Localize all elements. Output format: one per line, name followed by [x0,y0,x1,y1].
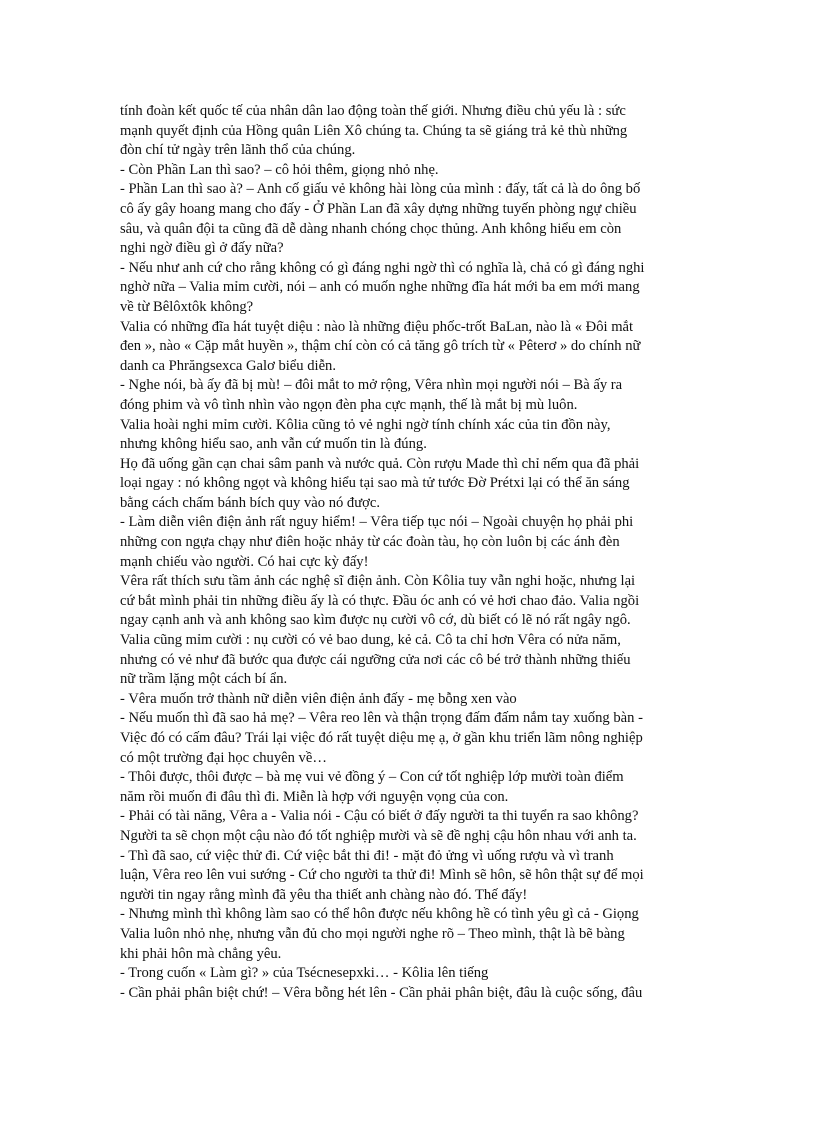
text-line: tính đoàn kết quốc tế của nhân dân lao động toàn thế giới. Nhưng điều chủ yếu là : sức [120,103,626,119]
text-line: Valia hoài nghi mỉm cười. Kôlia cũng tỏ vẻ nghi ngờ tính chính xác của tin đồn này, [120,416,611,433]
text-line: nhưng có vẻ như đã bước qua được cái ngưỡng cửa nơi các cô bé trở thành những thiếu [120,651,631,668]
text-line: - Cần phải phân biệt chứ! – Vêra bỗng hét lên - Cần phải phân biệt, đâu là cuộc sống, đâu [120,984,643,1001]
text-line: danh ca Phrăngsexca Galơ biểu diễn. [120,357,337,374]
text-line: những con ngựa chạy như điên hoặc nhảy từ các đoàn tàu, họ còn luôn bị các ánh đèn [120,534,620,551]
text-line: - Thôi được, thôi được – bà mẹ vui vẻ đồng ý – Con cứ tốt nghiệp lớp mười toàn điểm [120,769,624,786]
text-line: - Vêra muốn trở thành nữ diễn viên điện ảnh đấy - mẹ bỗng xen vào [120,690,517,707]
text-line: khi phải hôn mà chẳng yêu. [120,945,282,962]
text-line: luận, Vêra reo lên vui sướng - Cứ cho người ta thử đi! Mình sẽ hôn, sẽ hôn thật sự để mọi [120,867,644,884]
text-line: Người ta sẽ chọn một cậu nào đó tốt nghiệp mười và sẽ đề nghị cậu hôn nhau với anh ta. [120,827,637,844]
text-line: về từ Bêlôxtôk không? [120,298,254,315]
text-line: - Còn Phần Lan thì sao? – cô hỏi thêm, giọng nhỏ nhẹ. [120,161,439,178]
text-line: ngay cạnh anh và anh không sao kìm được nụ cười vô cớ, dù biết có lẽ nó rất ngây ngô. [120,612,631,629]
text-line: - Nghe nói, bà ấy đã bị mù! – đôi mắt to mở rộng, Vêra nhìn mọi người nói – Bà ấy ra [120,377,623,394]
text-line: đòn chí tử ngày trên lãnh thổ của chúng. [120,142,356,159]
text-line: - Phải có tài năng, Vêra a - Valia nói - Cậu có biết ở đấy người ta thi tuyển ra sao không? [120,808,639,825]
text-line: Việc đó có cấm đâu? Trái lại việc đó rất tuyệt diệu mẹ ạ, ở gần khu triển lãm nông nghiệp [120,730,643,746]
text-line: người tin ngay rằng mình đã yêu tha thiết anh chàng nào đó. Thế đấy! [120,886,528,903]
text-line: - Nếu muốn thì đã sao hả mẹ? – Vêra reo lên và thận trọng đấm đấm nắm tay xuống bàn - [120,710,643,727]
text-line: - Thì đã sao, cứ việc thử đi. Cứ việc bắt thi đi! - mặt đỏ ửng vì uống rượu và vì tranh [120,847,614,864]
text-line: nghi ngờ điều gì ở đấy nữa? [120,240,284,257]
text-line: loại ngay : nó không ngọt và không hiểu tại sao mà tử tước Đờ Prétxi lại có thể ăn sáng [120,475,630,492]
text-line: Valia cũng mỉm cười : nụ cười có vẻ bao dung, kẻ cả. Cô ta chỉ hơn Vêra có nửa năm, [120,632,621,649]
text-line: Valia luôn nhỏ nhẹ, nhưng vẫn đủ cho mọi người nghe rõ – Theo mình, thật là bẽ bàng [120,925,625,942]
text-line: - Phần Lan thì sao à? – Anh cố giấu vẻ không hài lòng của mình : đấy, tất cả là do ông bố [120,181,641,198]
document-text [120,102,700,1003]
text-line: nữ trầm lặng một cách bí ẩn. [120,671,288,688]
text-line: - Làm diễn viên điện ảnh rất nguy hiểm! – Vêra tiếp tục nói – Ngoài chuyện họ phải phi [120,514,634,531]
text-line: - Nhưng mình thì không làm sao có thể hôn được nếu không hề có tình yêu gì cả - Giọng [120,906,639,923]
text-line: nghờ nữa – Valia mỉm cười, nói – anh có muốn nghe những đĩa hát mới ba em mới mang [120,279,640,296]
text-line: đóng phim và vô tình nhìn vào ngọn đèn pha cực mạnh, thế là mắt bị mù luôn. [120,396,578,413]
text-line: có một trường đại học chuyên về… [120,749,327,766]
text-line: sâu, và quân đội ta cũng đã dễ dàng nhanh chóng chọc thủng. Anh không hiểu em còn [120,220,622,237]
text-line: Vêra rất thích sưu tầm ảnh các nghệ sĩ điện ảnh. Còn Kôlia tuy vẫn nghi hoặc, nhưng lại [120,573,636,590]
text-line: bằng cách chấm bánh bích quy vào nó được. [120,494,380,511]
text-line: nhưng không hiểu sao, anh vẫn cứ muốn tin là đúng. [120,436,427,453]
text-line: - Trong cuốn « Làm gì? » của Tsécnesepxki… - Kôlia lên tiếng [120,965,489,982]
text-line: mạnh chiếu vào người. Có hai cực kỳ đấy! [120,553,369,570]
text-line: năm rồi muốn đi đâu thì đi. Miễn là hợp với nguyện vọng của con. [120,788,509,805]
text-line: Valia có những đĩa hát tuyệt diệu : nào là những điệu phốc-trốt BaLan, nào là « Đôi mắt [120,318,634,335]
text-line: - Nếu như anh cứ cho rằng không có gì đáng nghi ngờ thì có nghĩa là, chả có gì đáng nghi [120,259,645,276]
text-line: cô ấy gây hoang mang cho đấy - Ở Phần Lan đã xây dựng những tuyến phòng ngự chiều [120,200,637,217]
text-line: mạnh quyết định của Hồng quân Liên Xô chúng ta. Chúng ta sẽ giáng trả kẻ thù những [120,122,628,139]
text-line: Họ đã uống gần cạn chai sâm panh và nước quả. Còn rượu Made thì chỉ nếm qua đã phải [120,455,640,472]
text-line: cứ bắt mình phải tin những điều ấy là có thực. Đầu óc anh có vẻ hơi chao đảo. Valia ngồi [120,592,640,609]
text-line: đen », nào « Cặp mắt huyền », thậm chí còn có cả tăng gô trích từ « Pêterơ » do chính nữ [120,338,641,355]
